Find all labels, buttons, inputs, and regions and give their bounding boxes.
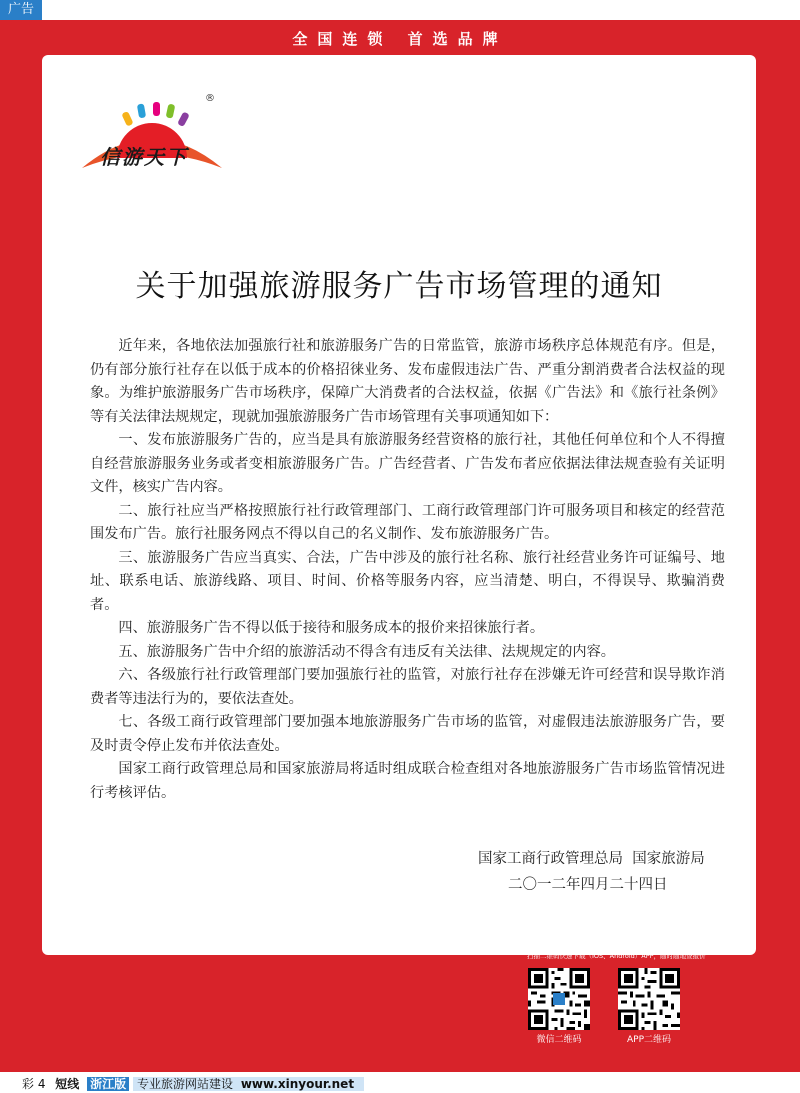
paragraph: 一、发布旅游服务广告的，应当是具有旅游服务经营资格的旅行社，其他任何单位和个人不得擅自经营旅游服务业务或者变相旅游服务广告。广告经营者、广告发布者应依据法律法规查验有关证明文件，核实广告内容。 — [90, 432, 725, 495]
page-number: 彩 4 — [22, 1077, 46, 1091]
paragraph: 五、旅游服务广告中介绍的旅游活动不得含有违反有关法律、法规规定的内容。 — [118, 643, 615, 660]
paragraph: 三、旅游服务广告应当真实、合法，广告中涉及的旅行社名称、旅行社经营业务许可证编号、地址、联系电话、旅游线路、项目、时间、价格等服务内容，应当清楚、明白，不得误导、欺骗消费者。 — [90, 549, 725, 613]
footer-url[interactable]: www.xinyour.net — [240, 1077, 355, 1091]
paragraph: 四、旅游服务广告不得以低于接待和服务成本的报价来招徕旅行者。 — [118, 620, 545, 636]
paragraph: 近年来，各地依法加强旅行社和旅游服务广告的日常监管，旅游市场秩序总体规范有序。但是，仍有部分旅行社存在以低于成本的价格招徕业务、发布虚假违法广告、严重分割消费者合法权益的现象。为维护旅游服务广告市场秩序，保障广大消费者的合法权益，依据《广告法》和《旅行社条例》等有关法律法规规定，现就加强旅游服务广告市场管理有关事项通知如下： — [90, 338, 725, 425]
app-qr-code-icon[interactable] — [618, 968, 680, 1030]
slogan: 全国连锁 首选品牌 — [292, 30, 508, 48]
footer-promo — [133, 1077, 364, 1091]
app-qr-label: APP二维码 — [626, 1035, 671, 1045]
section-name: 短线 — [55, 1077, 80, 1091]
qr-caption-1: 微信扫一扫，更多惊喜在这里 — [527, 943, 612, 951]
signature-date: 二〇一二年四月二十四日 — [508, 877, 668, 893]
paragraph: 二、旅行社应当严格按照旅行社行政管理部门、工商行政管理部门许可服务项目和核定的经营范围发布广告。旅行社服务网点不得以自己的名义制作、发布旅游服务广告。 — [90, 502, 725, 542]
qr-caption-2: 扫描二维码快速下载（IOS、Android）APP，随时随地查报价 — [527, 952, 706, 960]
wechat-qr-code-icon[interactable] — [528, 968, 590, 1030]
signature-issuers: 国家工商行政管理总局 国家旅游局 — [478, 851, 705, 867]
paragraph: 七、各级工商行政管理部门要加强本地旅游服务广告市场的监管，对虚假违法旅游服务广告，要及时责令停止发布并依法查处。 — [90, 714, 725, 754]
paragraph: 国家工商行政管理总局和国家旅游局将适时组成联合检查组对各地旅游服务广告市场监管情况进行考核评估。 — [90, 761, 725, 801]
paragraph: 六、各级旅行社行政管理部门要加强旅行社的监管，对旅行社存在涉嫌无许可经营和误导欺诈消费者等违法行为的，要依法查处。 — [90, 667, 725, 707]
ad-tag: 广告 — [0, 0, 42, 20]
qr-area — [525, 930, 795, 1070]
page-footer — [0, 1072, 800, 1093]
notice-card — [42, 55, 756, 955]
wechat-qr-label: 微信二维码 — [536, 1035, 582, 1045]
logo-name: 信游天下 — [100, 145, 188, 169]
footer-text: 专业旅游网站建设 — [136, 1077, 233, 1091]
edition-badge: 浙江版 — [87, 1077, 129, 1091]
registered-mark: ® — [205, 93, 215, 104]
red-frame — [0, 20, 800, 1072]
notice-title: 关于加强旅游服务广告市场管理的通知 — [135, 269, 663, 304]
notice-body — [90, 335, 725, 805]
site-url: www.zyoo.net — [527, 930, 602, 940]
